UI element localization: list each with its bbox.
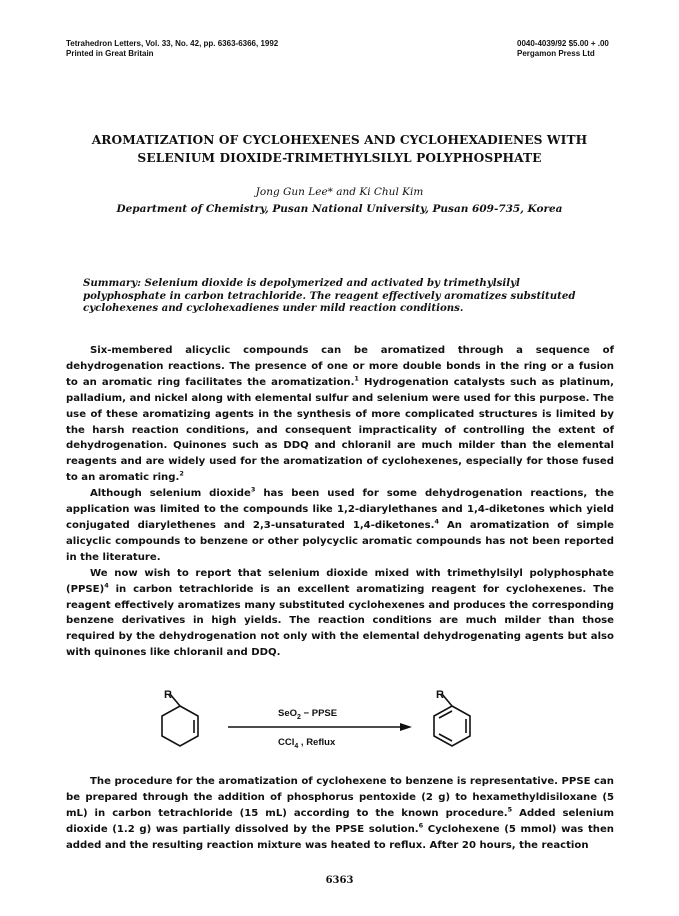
cyclohexene-structure bbox=[162, 694, 198, 746]
summary-abstract: Summary: Selenium dioxide is depolymerized and activated by trimethylsilyl polyphosphate in carbon tetrachloride. The reagent effectively aromatizes substituted cyclohexenes and cyclohexadienes under mild reaction conditions. bbox=[83, 277, 576, 314]
ref-4b: 4 bbox=[104, 581, 109, 590]
affiliation: Department of Chemistry, Pusan National University, Pusan 609-735, Korea bbox=[116, 203, 563, 215]
ref-3: 3 bbox=[250, 485, 256, 494]
printed-line: Printed in Great Britain bbox=[66, 49, 154, 58]
paragraph-2: Although selenium dioxide$^3$ has been used for some dehydrogenation reactions, the application was limited to the compounds like 1,2-diarylethanes and 1,4-diketones which yield conjugated diarylethenes and 2,3-unsaturated 1,4-diketones.$^4$ An aromatization of simple alicyclic compounds to benzene or other polycyclic aromatic compounds has not been reported in the literature. bbox=[66, 485, 614, 563]
paragraph-4: The procedure for the aromatization of cyclohexene to benzene is representative. PPSE can be prepared through the addition of phosphorus pentoxide (2 g) to hexamethyldisiloxane (5 mL) in carbon tetrachloride (15 mL) according to the known procedure.$^5$ Added selenium dioxide (1.2 g) was partially dissolved by the PPSE solution.$^6$ Cyclohexene (5 mmol) was then added and the resulting reaction mixture was heated to reflux. After 20 hours, the reaction bbox=[66, 776, 614, 851]
body-text-upper bbox=[66, 343, 614, 661]
paragraph-3: We now wish to report that selenium dioxide mixed with trimethylsilyl polyphosphate (PPSE)$^4$ in carbon tetrachloride is an excellent aromatizing reagent for cyclohexenes. The reagent effectively aromatizes many substituted cyclohexenes and produces the corresponding benzene derivatives in high yields. The reaction conditions are much milder than those required by the dehydrogenation not only with the elemental dehydrogenating agents but also with quinones like chloranil and DDQ. bbox=[66, 567, 614, 659]
ref-1: 1 bbox=[354, 374, 359, 383]
substituent-r-right: R bbox=[436, 689, 444, 701]
reagent-top: SeO$_2$ − PPSE bbox=[278, 708, 338, 721]
body-text-lower bbox=[66, 774, 614, 854]
publisher-name: Pergamon Press Ltd bbox=[517, 49, 595, 58]
ref-6: 6 bbox=[418, 821, 424, 830]
substituent-r-left: R bbox=[164, 689, 172, 701]
title-line-1: AROMATIZATION OF CYCLOHEXENES AND CYCLOHEXADIENES WITH bbox=[91, 133, 588, 147]
title-line-2: SELENIUM DIOXIDE-TRIMETHYLSILYL POLYPHOSPHATE bbox=[137, 151, 542, 165]
article-title bbox=[60, 131, 619, 167]
page-number: 6363 bbox=[325, 875, 354, 886]
reaction-arrow bbox=[228, 723, 412, 731]
ref-5: 5 bbox=[507, 805, 513, 814]
author-list: Jong Gun Lee* and Ki Chul Kim bbox=[255, 186, 424, 198]
publisher-info bbox=[517, 39, 609, 59]
reagent-bottom: CCl$_4$ , Reflux bbox=[278, 737, 336, 750]
ref-4: 4 bbox=[434, 517, 440, 526]
journal-citation bbox=[66, 39, 278, 59]
ref-2: 2 bbox=[179, 469, 184, 478]
reaction-scheme bbox=[150, 688, 520, 760]
benzene-structure bbox=[434, 694, 470, 746]
journal-line: Tetrahedron Letters, Vol. 33, No. 42, pp. 6363-6366, 1992 bbox=[66, 39, 279, 48]
issn-code: 0040-4039/92 $5.00 + .00 bbox=[517, 39, 609, 48]
paragraph-1: Six-membered alicyclic compounds can be aromatized through a sequence of dehydrogenation reactions. The presence of one or more double bonds in the ring or a fusion to an aromatic ring facilitates the aromatization.$^1$ Hydrogenation catalysts such as platinum, palladium, and nickel along with elemental sulfur and selenium were used for this purpose. The use of these aromatizing agents in the synthesis of more complicated structures is limited by the harsh reaction conditions, and consequent impracticality of controlling the extent of dehydrogenation. Quinones such as DDQ and chloranil are much milder than the elemental reagents and are widely used for the aromatization of cyclohexenes, especially for those fused to an aromatic ring.$^2$ bbox=[66, 345, 614, 484]
